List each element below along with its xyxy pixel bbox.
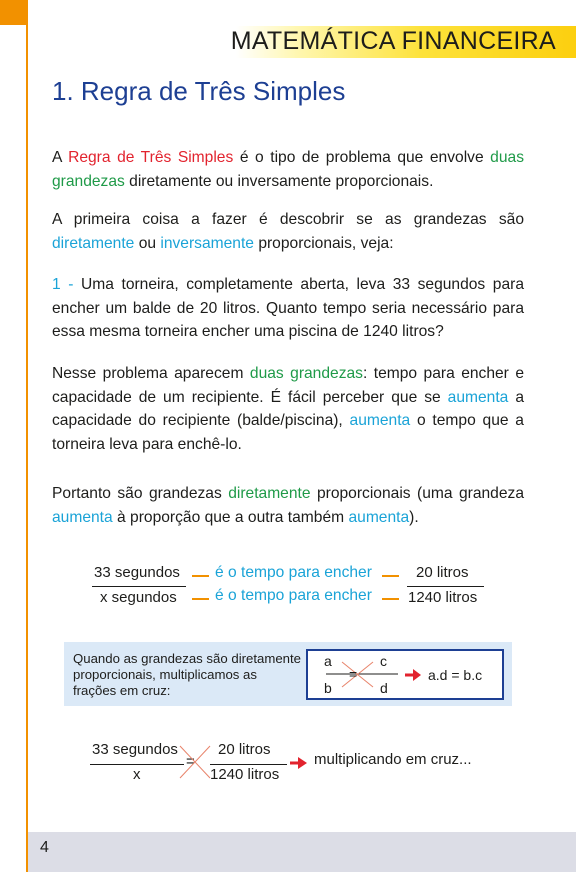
cross-left-denominator: x <box>133 766 141 783</box>
term-diretamente: diretamente <box>228 485 311 502</box>
text-run: proporcionais (uma grandeza <box>310 485 524 502</box>
text-run: diretamente ou inversamente proporcionais. <box>124 172 434 190</box>
text-run: é o tipo de problema que envolve <box>233 149 491 166</box>
cross-note: multiplicando em cruz... <box>314 751 472 768</box>
text-run: : tempo para encher e capacidade de um recipiente. É fácil perceber que se <box>52 365 524 406</box>
text-run: ). <box>409 508 419 526</box>
term-duas-grandezas: duas grandezas <box>52 149 524 190</box>
rule-c: c <box>380 653 387 669</box>
text-run: Portanto são grandezas <box>52 485 229 502</box>
rule-info-text: Quando as grandezas são diretamente proporcionais, multiplicamos as frações em cruz: <box>73 651 301 698</box>
cross-right-numerator: 20 litros <box>218 741 271 758</box>
dash-connector <box>382 598 399 600</box>
dash-connector <box>382 575 399 577</box>
paragraph-example-problem <box>52 273 524 344</box>
text-run: A primeira coisa a fazer é descobrir se as grandezas são <box>52 211 524 228</box>
left-numerator: 33 segundos <box>94 564 180 581</box>
middle-label-bottom: é o tempo para encher <box>215 587 372 604</box>
paragraph-analysis <box>52 362 524 456</box>
rule-equals: = <box>349 666 358 682</box>
text-run: a capacidade do recipiente (balde/piscina), <box>52 388 524 429</box>
rule-result: a.d = b.c <box>428 667 483 683</box>
term-aumenta: aumenta <box>348 508 410 526</box>
example-number: 1 - <box>52 276 81 293</box>
text-run: o tempo que a torneira leva para enchê-lo. <box>52 412 524 453</box>
rule-a: a <box>324 653 332 669</box>
term-aumenta: aumenta <box>52 508 113 526</box>
rule-d: d <box>380 680 388 696</box>
arrow-right-icon-head <box>298 757 307 769</box>
middle-label-top: é o tempo para encher <box>215 564 372 581</box>
cross-left-numerator: 33 segundos <box>92 741 178 758</box>
left-denominator: x segundos <box>100 589 177 606</box>
cross-right-denominator: 1240 litros <box>210 766 280 783</box>
orange-corner-accent <box>0 0 26 25</box>
dash-connector <box>192 598 209 600</box>
term-duas-grandezas: duas grandezas <box>249 365 363 382</box>
right-denominator: 1240 litros <box>408 589 478 606</box>
orange-margin-rule <box>26 0 28 872</box>
rule-b: b <box>324 680 332 696</box>
paragraph-first-step <box>52 208 524 255</box>
section-title: 1. Regra de Três Simples <box>52 76 346 106</box>
text-run: A <box>52 149 69 166</box>
dash-connector <box>192 575 209 577</box>
text-run: Uma torneira, completamente aberta, leva 33 segundos para encher um balde de 20 litros. Quanto tempo seria necessário para essa mesma torneira encher uma piscina de 1240 litros? <box>52 276 524 340</box>
cross-equals: = <box>186 753 195 770</box>
right-numerator: 20 litros <box>416 564 469 581</box>
right-fraction-bar <box>407 586 484 587</box>
text-run: à proporção que a outra também <box>112 508 349 526</box>
term-aumenta: aumenta <box>447 388 509 406</box>
left-fraction-bar <box>92 586 186 587</box>
term-diretamente: diretamente <box>52 234 135 252</box>
chapter-title: MATEMÁTICA FINANCEIRA <box>230 27 556 55</box>
cross-lines <box>170 740 310 786</box>
text-run: ou <box>134 234 161 252</box>
footer-bar <box>28 832 576 872</box>
text-run: Nesse problema aparecem <box>52 365 250 382</box>
paragraph-conclusion <box>52 482 524 529</box>
term-regra-de-tres: Regra de Três Simples <box>68 149 234 166</box>
text-run: proporcionais, veja: <box>253 234 394 252</box>
paragraph-definition <box>52 146 524 193</box>
term-inversamente: inversamente <box>160 234 254 252</box>
term-aumenta: aumenta <box>349 412 411 429</box>
page-number: 4 <box>40 839 49 856</box>
arrow-right-icon-head <box>413 669 421 681</box>
